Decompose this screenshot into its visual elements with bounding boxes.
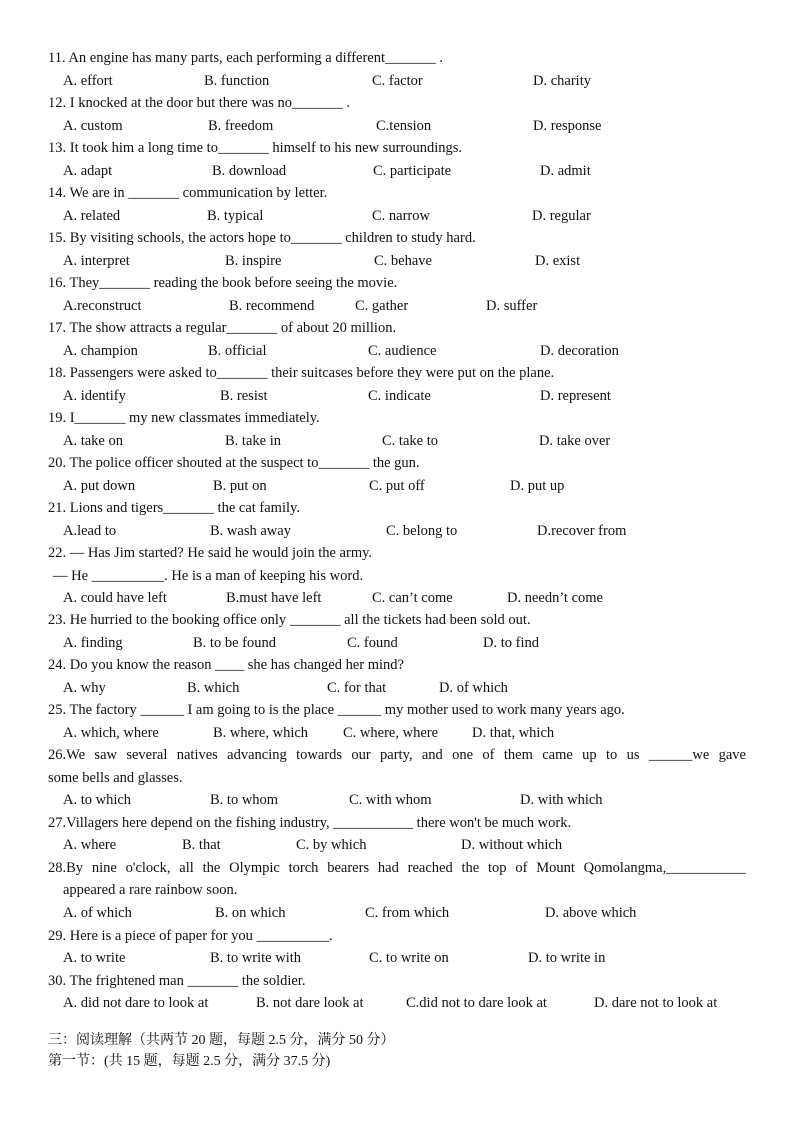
question-23-stem: 23. He hurried to the booking office only _______ all the tickets had been sold out.: [48, 612, 531, 628]
question-29-option-b: B. to write with: [210, 950, 302, 966]
question-12-option-b: B. freedom: [208, 118, 274, 134]
question-22-option-d: D. needn’t come: [507, 590, 603, 606]
question-28-stem: 28.By nine o'clock, all the Olympic torch bearers had reached the top of Mount Qomolangma,___________: [48, 860, 746, 876]
question-25-stem: 25. The factory ______ I am going to is the place ______ my mother used to work many years ago.: [48, 702, 625, 718]
question-11-option-a: A. effort: [63, 73, 113, 89]
question-20-option-c: C. put off: [369, 478, 425, 494]
question-18-option-a: A. identify: [63, 388, 126, 404]
question-26-option-c: C. with whom: [349, 792, 432, 808]
question-30-option-c: C.did not to dare look at: [406, 995, 547, 1011]
question-11-option-d: D. charity: [533, 73, 591, 89]
question-29-option-a: A. to write: [63, 950, 126, 966]
question-27-option-b: B. that: [182, 837, 221, 853]
question-19-option-d: D. take over: [539, 433, 611, 449]
question-15-option-d: D. exist: [535, 253, 581, 269]
question-28-option-c: C. from which: [365, 905, 450, 921]
question-21-option-c: C. belong to: [386, 523, 458, 539]
question-12-option-a: A. custom: [63, 118, 123, 134]
question-16-option-a: A.reconstruct: [63, 298, 142, 314]
question-30-stem: 30. The frightened man _______ the soldier.: [48, 973, 306, 989]
question-23-option-d: D. to find: [483, 635, 539, 651]
question-11-option-c: C. factor: [372, 73, 423, 89]
question-26-option-b: B. to whom: [210, 792, 279, 808]
question-27-option-d: D. without which: [461, 837, 563, 853]
question-11-option-b: B. function: [204, 73, 270, 89]
question-13-option-c: C. participate: [373, 163, 452, 179]
question-22-stem-reply: — He __________. He is a man of keeping his word.: [53, 568, 364, 584]
question-27-stem: 27.Villagers here depend on the fishing industry, ___________ there won't be much work.: [48, 815, 572, 831]
question-14-option-a: A. related: [63, 208, 121, 224]
question-28-option-a: A. of which: [63, 905, 132, 921]
question-20-stem: 20. The police officer shouted at the suspect to_______ the gun.: [48, 455, 420, 471]
question-17-stem: 17. The show attracts a regular_______ of about 20 million.: [48, 320, 397, 336]
question-20-option-b: B. put on: [213, 478, 267, 494]
question-27-option-c: C. by which: [296, 837, 367, 853]
question-15-option-b: B. inspire: [225, 253, 282, 269]
question-12-stem: 12. I knocked at the door but there was no_______ .: [48, 95, 351, 111]
question-24-stem: 24. Do you know the reason ____ she has changed her mind?: [48, 657, 404, 673]
question-22-option-c: C. can’t come: [372, 590, 453, 606]
question-18-option-c: C. indicate: [368, 388, 431, 404]
question-28-stem-continued: appeared a rare rainbow soon.: [63, 882, 238, 898]
question-13-stem: 13. It took him a long time to_______ himself to his new surroundings.: [48, 140, 463, 156]
question-16-option-c: C. gather: [355, 298, 409, 314]
question-19-option-c: C. take to: [382, 433, 438, 449]
question-18-option-d: D. represent: [540, 388, 611, 404]
question-19-option-b: B. take in: [225, 433, 281, 449]
question-23-option-c: C. found: [347, 635, 398, 651]
question-13-option-b: B. download: [212, 163, 287, 179]
question-15-option-c: C. behave: [374, 253, 432, 269]
question-26-stem: 26.We saw several natives advancing towards our party, and one of them came up to us ______we gave: [48, 747, 746, 763]
question-25-option-b: B. where, which: [213, 725, 309, 741]
question-26-stem-continued: some bells and glasses.: [48, 770, 183, 786]
question-13-option-d: D. admit: [540, 163, 591, 179]
question-28-option-d: D. above which: [545, 905, 637, 921]
question-21-option-d: D.recover from: [537, 523, 627, 539]
question-26-option-a: A. to which: [63, 792, 132, 808]
question-14-option-d: D. regular: [532, 208, 591, 224]
question-25-option-c: C. where, where: [343, 725, 439, 741]
question-17-option-b: B. official: [208, 343, 267, 359]
question-17-option-d: D. decoration: [540, 343, 619, 359]
question-12-option-c: C.tension: [376, 118, 432, 134]
question-24-option-c: C. for that: [327, 680, 387, 696]
question-15-option-a: A. interpret: [63, 253, 130, 269]
question-21-option-a: A.lead to: [63, 523, 117, 539]
question-30-option-d: D. dare not to look at: [594, 995, 718, 1011]
question-24-option-b: B. which: [187, 680, 240, 696]
question-24-option-a: A. why: [63, 680, 106, 696]
question-13-option-a: A. adapt: [63, 163, 113, 179]
question-21-option-b: B. wash away: [210, 523, 291, 539]
question-16-stem: 16. They_______ reading the book before seeing the movie.: [48, 275, 398, 291]
question-29-option-c: C. to write on: [369, 950, 449, 966]
question-27-option-a: A. where: [63, 837, 117, 853]
question-15-stem: 15. By visiting schools, the actors hope to_______ children to study hard.: [48, 230, 476, 246]
question-16-option-d: D. suffer: [486, 298, 538, 314]
question-22-option-a: A. could have left: [63, 590, 167, 606]
question-14-option-b: B. typical: [207, 208, 264, 224]
question-21-stem: 21. Lions and tigers_______ the cat family.: [48, 500, 300, 516]
question-30-option-a: A. did not dare to look at: [63, 995, 209, 1011]
question-25-option-d: D. that, which: [472, 725, 555, 741]
question-17-option-c: C. audience: [368, 343, 437, 359]
question-30-option-b: B. not dare look at: [256, 995, 364, 1011]
question-14-stem: 14. We are in _______ communication by letter.: [48, 185, 328, 201]
question-22-stem: 22. — Has Jim started? He said he would join the army.: [48, 545, 373, 561]
question-19-stem: 19. I_______ my new classmates immediately.: [48, 410, 320, 426]
question-19-option-a: A. take on: [63, 433, 123, 449]
question-17-option-a: A. champion: [63, 343, 138, 359]
question-28-option-b: B. on which: [215, 905, 286, 921]
section-heading: 三：阅读理解（共两节 20 题，每题 2.5 分，满分 50 分）: [48, 1033, 395, 1048]
question-18-option-b: B. resist: [220, 388, 268, 404]
question-16-option-b: B. recommend: [229, 298, 315, 314]
question-18-stem: 18. Passengers were asked to_______ their suitcases before they were put on the plane.: [48, 365, 555, 381]
question-29-option-d: D. to write in: [528, 950, 606, 966]
question-29-stem: 29. Here is a piece of paper for you __________.: [48, 928, 333, 944]
question-20-option-d: D. put up: [510, 478, 565, 494]
question-20-option-a: A. put down: [63, 478, 136, 494]
question-26-option-d: D. with which: [520, 792, 603, 808]
question-23-option-b: B. to be found: [193, 635, 276, 651]
question-22-option-b: B.must have left: [226, 590, 322, 606]
question-14-option-c: C. narrow: [372, 208, 430, 224]
question-25-option-a: A. which, where: [63, 725, 159, 741]
question-24-option-d: D. of which: [439, 680, 508, 696]
question-12-option-d: D. response: [533, 118, 602, 134]
question-11-stem: 11. An engine has many parts, each performing a different_______ .: [48, 50, 444, 66]
subsection-heading: 第一节：(共 15 题，每题 2.5 分，满分 37.5 分): [48, 1054, 331, 1069]
question-23-option-a: A. finding: [63, 635, 123, 651]
